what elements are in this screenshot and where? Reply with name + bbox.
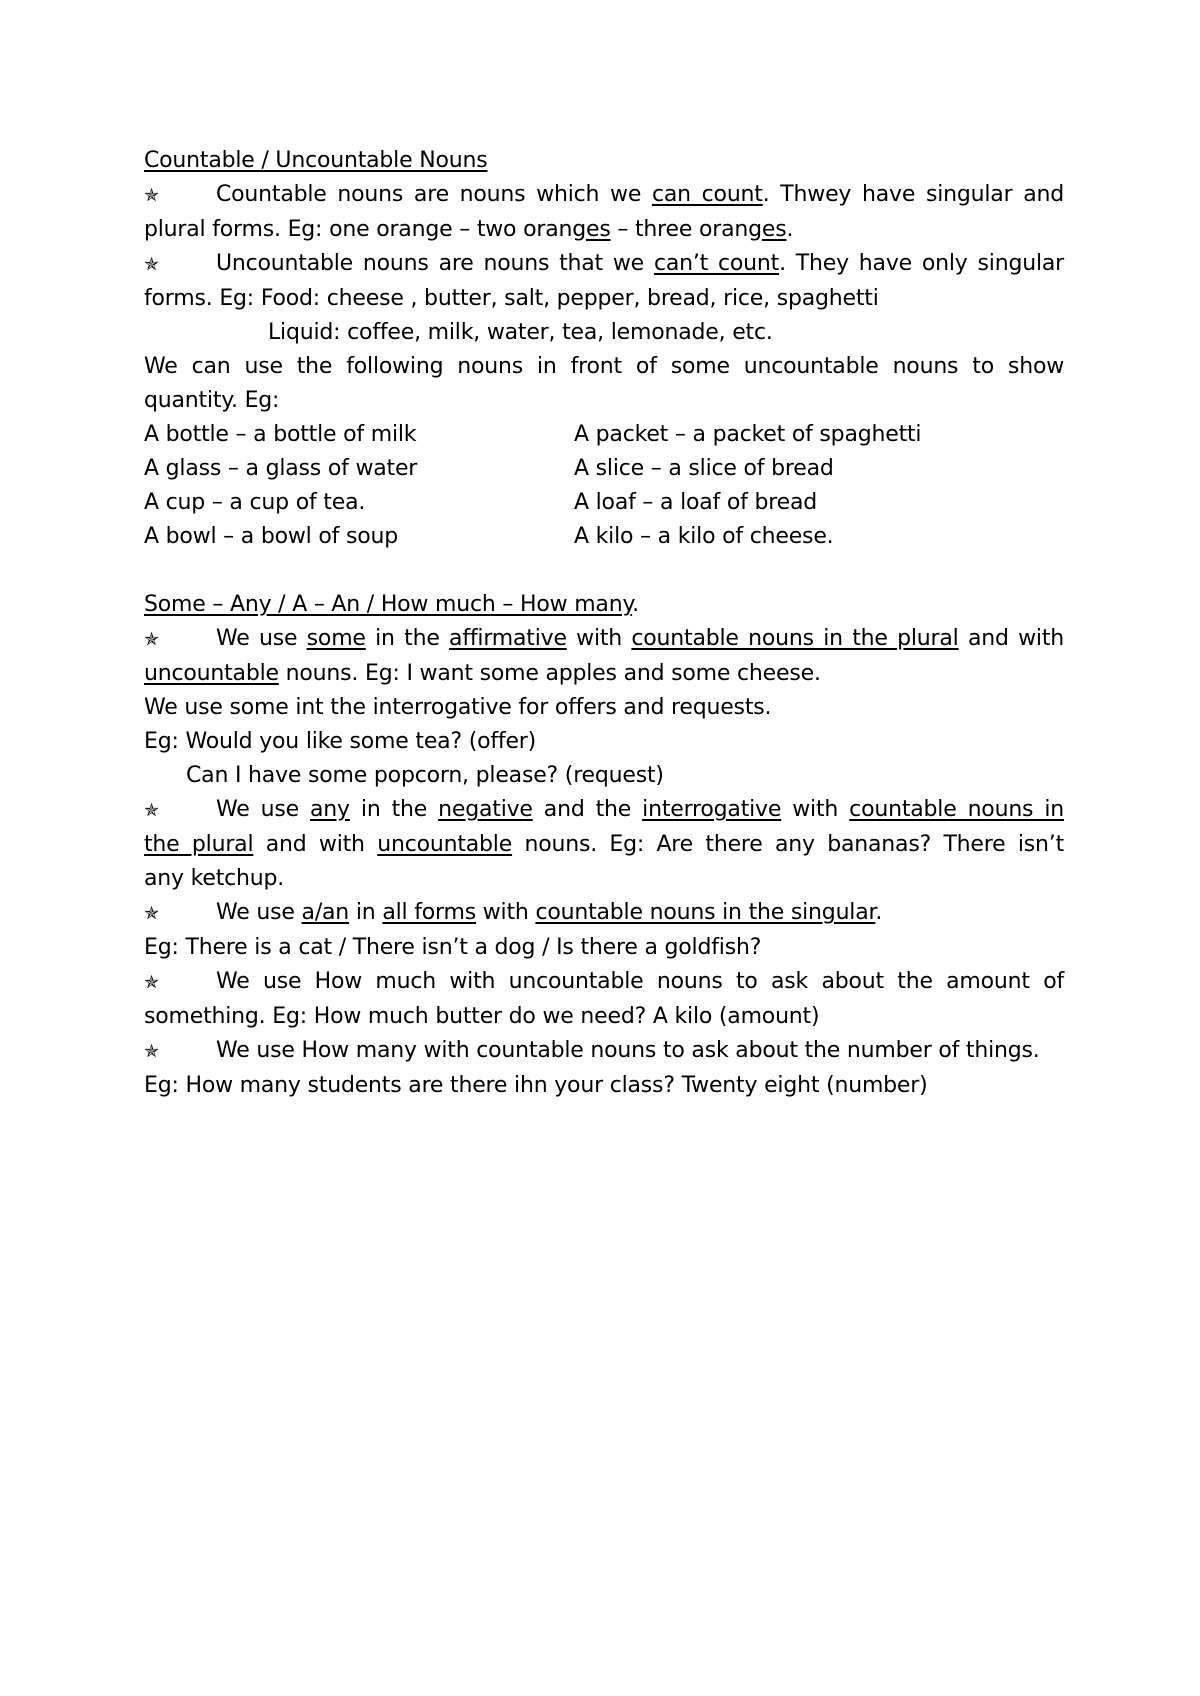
quantity-left-1: A glass – a glass of water xyxy=(144,456,418,481)
quantity-right-1: A slice – a slice of bread xyxy=(574,456,834,481)
quantity-intro-line1: We can use the following nouns in front of some uncountable nouns to show xyxy=(144,354,1064,379)
how-much-bullet-line1: ✯ We use How much with uncountable nouns to ask about the amount of xyxy=(144,965,1064,1000)
quantity-left-2: A cup – a cup of tea. xyxy=(144,490,366,515)
underlined-can-count: can count xyxy=(651,182,763,207)
countable-line2: plural forms. Eg: one orange – two oranges – three oranges. xyxy=(144,217,794,242)
spacer xyxy=(144,554,1064,588)
how-many-line2: Eg: How many students are there ihn your class? Twenty eight (number) xyxy=(144,1073,928,1098)
star-bullet-icon: ✯ xyxy=(144,800,159,821)
any-line3: any ketchup. xyxy=(144,866,285,891)
quantity-right-3: A kilo – a kilo of cheese. xyxy=(574,524,834,549)
any-line2: the plural and with uncountable nouns. Eg: Are there any bananas? There isn’t xyxy=(144,832,1064,857)
underlined-cant-count: can’t count xyxy=(653,251,780,276)
some-line2: uncountable nouns. Eg: I want some apples and some cheese. xyxy=(144,661,821,686)
some-line5: Can I have some popcorn, please? (request) xyxy=(186,763,664,788)
any-bullet-line1: ✯ We use any in the negative and the interrogative with countable nouns in xyxy=(144,793,1064,828)
title-text: Countable / Uncountable Nouns xyxy=(144,148,488,173)
star-bullet-icon: ✯ xyxy=(144,254,159,275)
a-an-bullet-line1: ✯ We use a/an in all forms with countable nouns in the singular. xyxy=(144,896,1064,931)
star-bullet-icon: ✯ xyxy=(144,903,159,924)
uncountable-line2: forms. Eg: Food: cheese , butter, salt, pepper, bread, rice, spaghetti xyxy=(144,286,879,311)
how-many-bullet-line1: ✯ We use How many with countable nouns to ask about the number of things. xyxy=(144,1034,1064,1069)
star-bullet-icon: ✯ xyxy=(144,972,159,993)
some-bullet-line1: ✯ We use some in the affirmative with countable nouns in the plural and with xyxy=(144,622,1064,657)
star-bullet-icon: ✯ xyxy=(144,185,159,206)
quantity-examples-grid xyxy=(144,418,1064,554)
quantity-right-0: A packet – a packet of spaghetti xyxy=(574,422,922,447)
quantity-left-0: A bottle – a bottle of milk xyxy=(144,422,417,447)
uncountable-bullet-line1: ✯ Uncountable nouns are nouns that we can’t count. They have only singular xyxy=(144,247,1064,282)
uncountable-line3: Liquid: coffee, milk, water, tea, lemonade, etc. xyxy=(268,320,773,345)
quantity-right-2: A loaf – a loaf of bread xyxy=(574,490,818,515)
how-much-line2: something. Eg: How much butter do we need? A kilo (amount) xyxy=(144,1004,820,1029)
countable-bullet-line1: ✯ Countable nouns are nouns which we can count. Thwey have singular and xyxy=(144,178,1064,213)
section-title-some-any: Some – Any / A – An / How much – How many. xyxy=(144,592,639,617)
some-line4: Eg: Would you like some tea? (offer) xyxy=(144,729,537,754)
section-title-countable-uncountable xyxy=(144,144,1064,178)
star-bullet-icon: ✯ xyxy=(144,1041,159,1062)
quantity-left-3: A bowl – a bowl of soup xyxy=(144,524,398,549)
some-line3: We use some int the interrogative for offers and requests. xyxy=(144,695,772,720)
title-text: Some – Any / A – An / How much – How many xyxy=(144,592,633,617)
star-bullet-icon: ✯ xyxy=(144,629,159,650)
quantity-intro-line2: quantity. Eg: xyxy=(144,388,280,413)
a-an-line2: Eg: There is a cat / There isn’t a dog / Is there a goldfish? xyxy=(144,935,762,960)
